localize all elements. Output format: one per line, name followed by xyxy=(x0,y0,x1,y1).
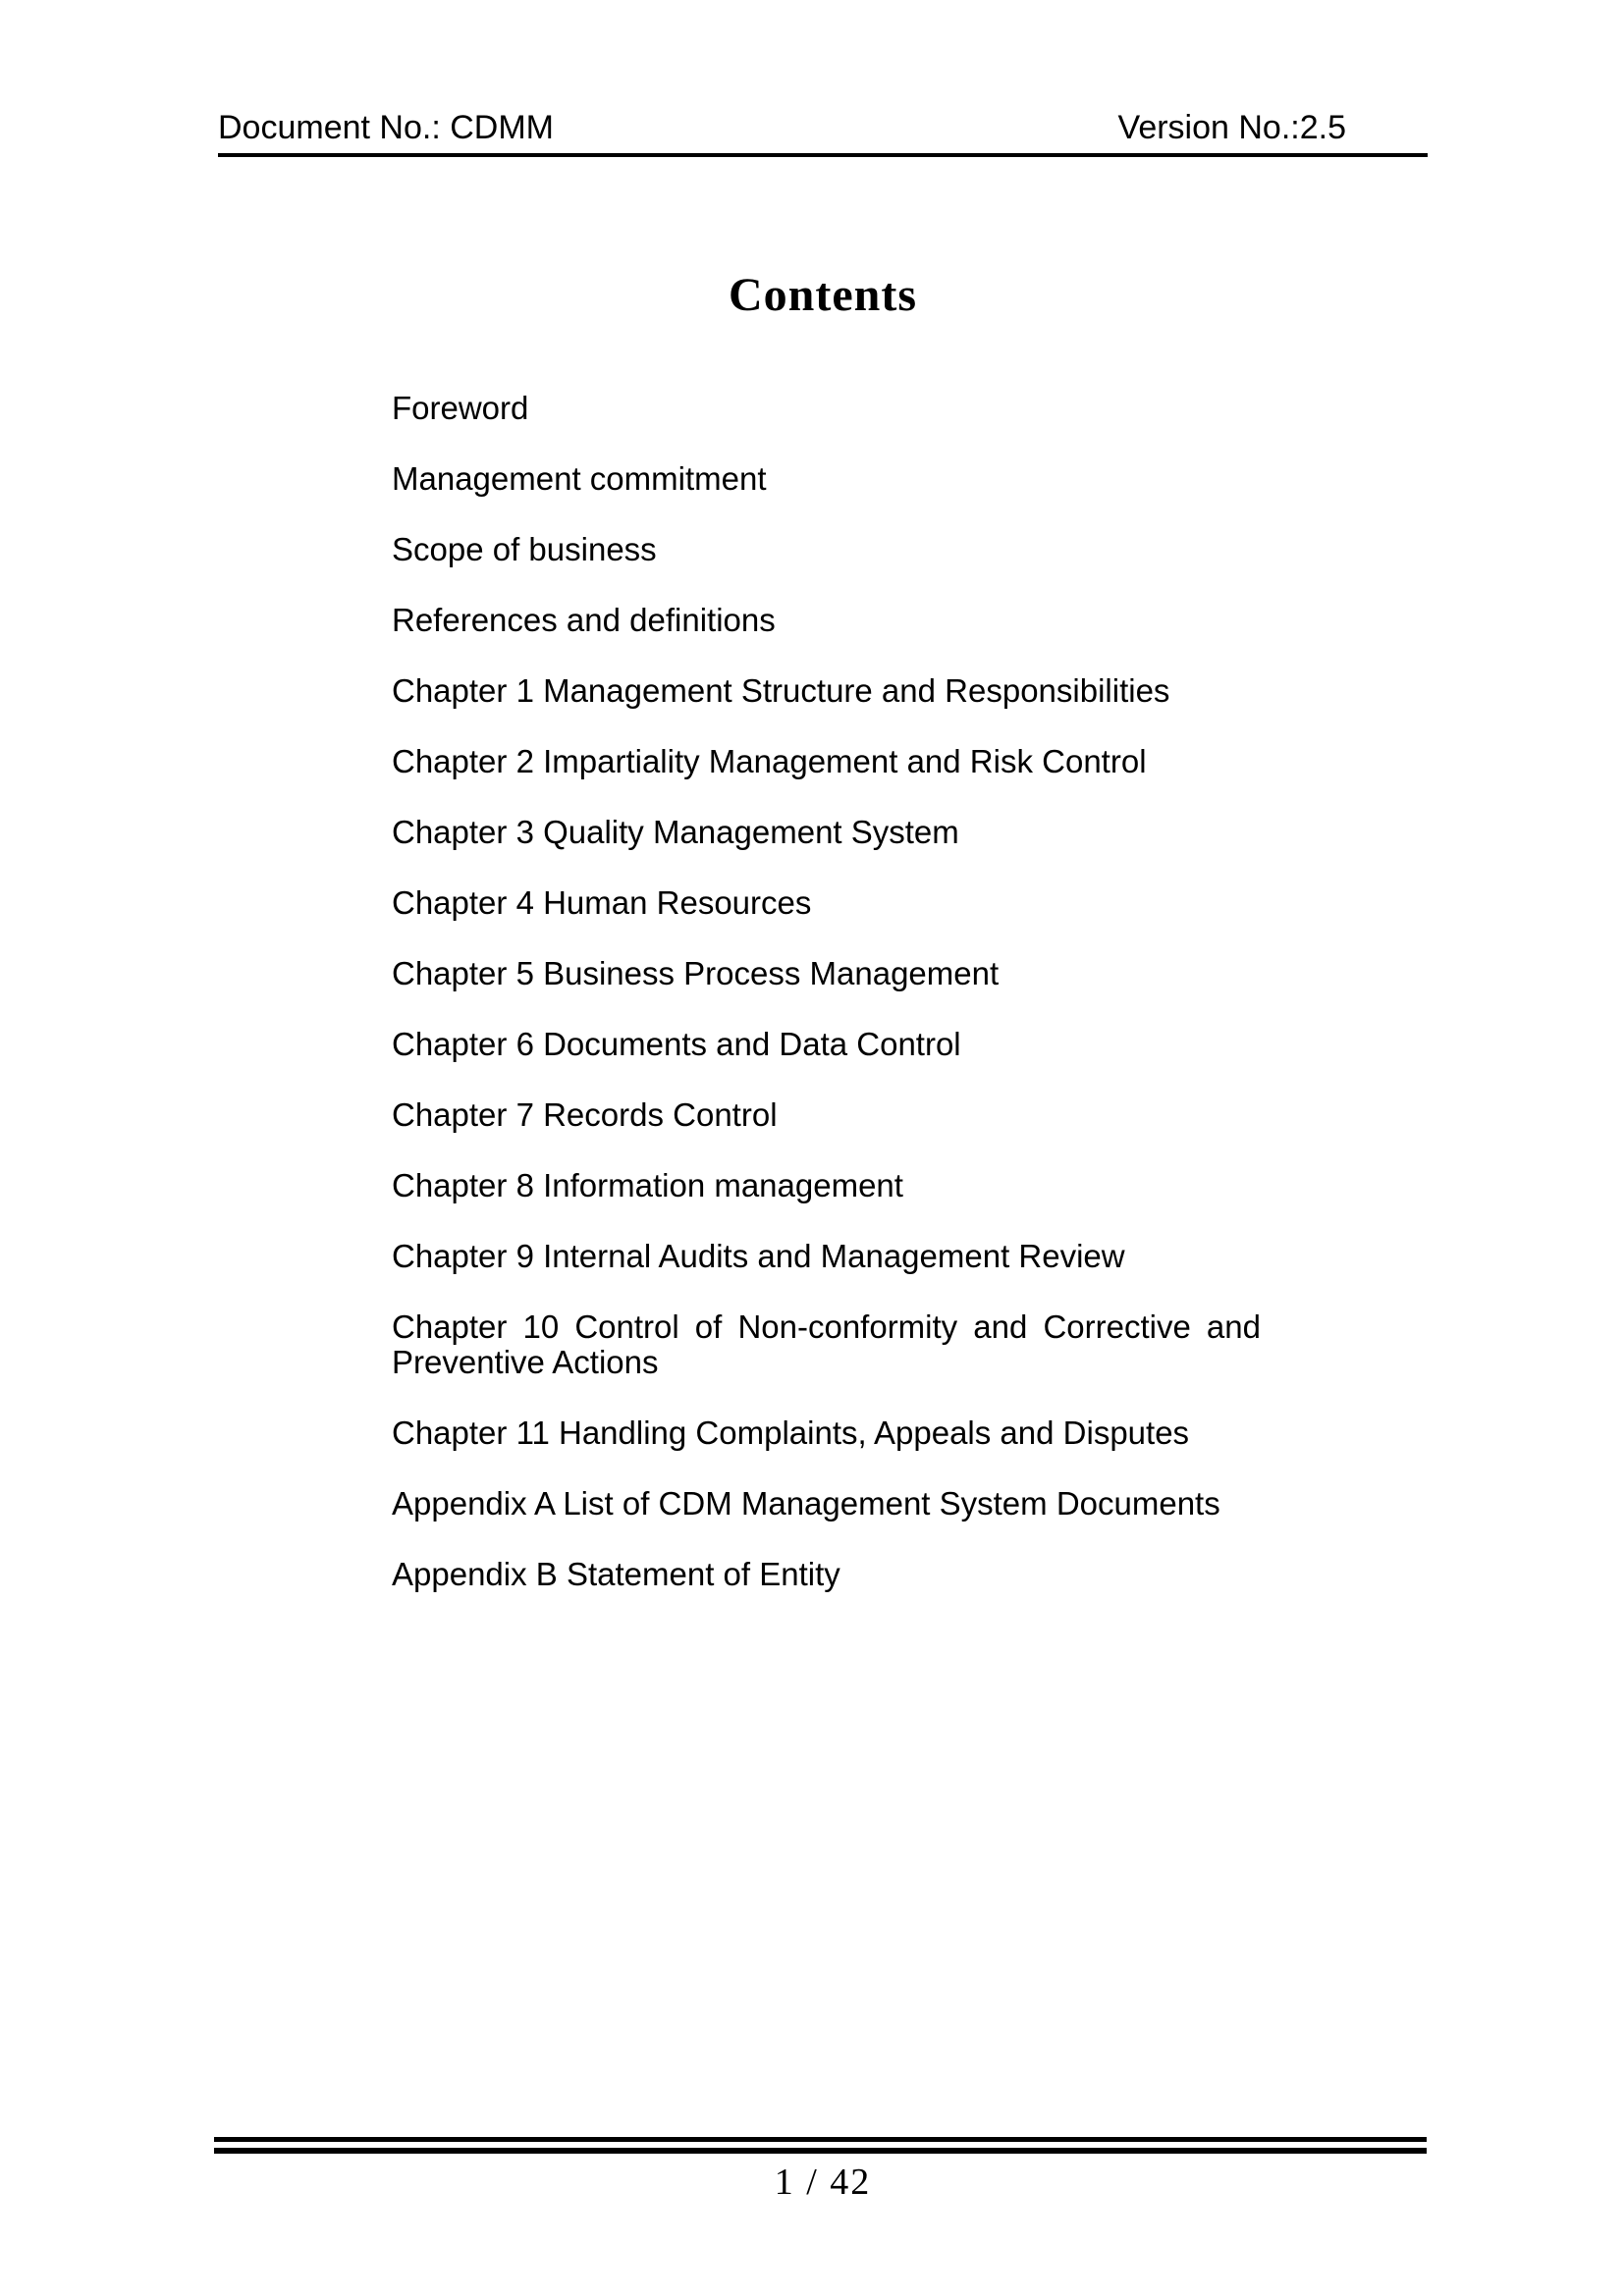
toc-item-appendix-b: Appendix B Statement of Entity xyxy=(392,1556,840,1592)
table-of-contents xyxy=(392,391,1261,1628)
header-version-no: Version No.:2.5 xyxy=(1117,109,1346,146)
toc-item-chapter-3: Chapter 3 Quality Management System xyxy=(392,814,959,850)
footer-rule-bottom xyxy=(214,2148,1427,2154)
toc-item-scope-of-business: Scope of business xyxy=(392,531,657,567)
toc-item-chapter-8: Chapter 8 Information management xyxy=(392,1167,903,1203)
page-number: 1 / 42 xyxy=(774,2162,872,2203)
page-title: Contents xyxy=(728,269,917,321)
toc-item-chapter-10: Chapter 10 Control of Non-conformity and Corrective and Preventive Actions xyxy=(392,1308,1261,1380)
header-document-no: Document No.: CDMM xyxy=(218,109,554,146)
toc-item-chapter-7: Chapter 7 Records Control xyxy=(392,1096,778,1133)
header-rule xyxy=(218,153,1428,157)
toc-item-chapter-1: Chapter 1 Management Structure and Responsibilities xyxy=(392,672,1170,709)
toc-item-chapter-6: Chapter 6 Documents and Data Control xyxy=(392,1026,961,1062)
footer xyxy=(218,2162,1428,2203)
title-container xyxy=(218,271,1428,320)
footer-rule-top xyxy=(214,2137,1427,2142)
toc-item-chapter-11: Chapter 11 Handling Complaints, Appeals and Disputes xyxy=(392,1415,1190,1451)
toc-item-appendix-a: Appendix A List of CDM Management System Documents xyxy=(392,1485,1220,1522)
toc-item-references-definitions: References and definitions xyxy=(392,602,776,638)
toc-item-chapter-9: Chapter 9 Internal Audits and Management Review xyxy=(392,1238,1125,1274)
toc-item-foreword: Foreword xyxy=(392,390,529,426)
toc-item-chapter-4: Chapter 4 Human Resources xyxy=(392,884,812,921)
toc-item-chapter-5: Chapter 5 Business Process Management xyxy=(392,955,1000,991)
toc-item-chapter-2: Chapter 2 Impartiality Management and Risk Control xyxy=(392,743,1147,779)
toc-item-management-commitment: Management commitment xyxy=(392,460,767,497)
